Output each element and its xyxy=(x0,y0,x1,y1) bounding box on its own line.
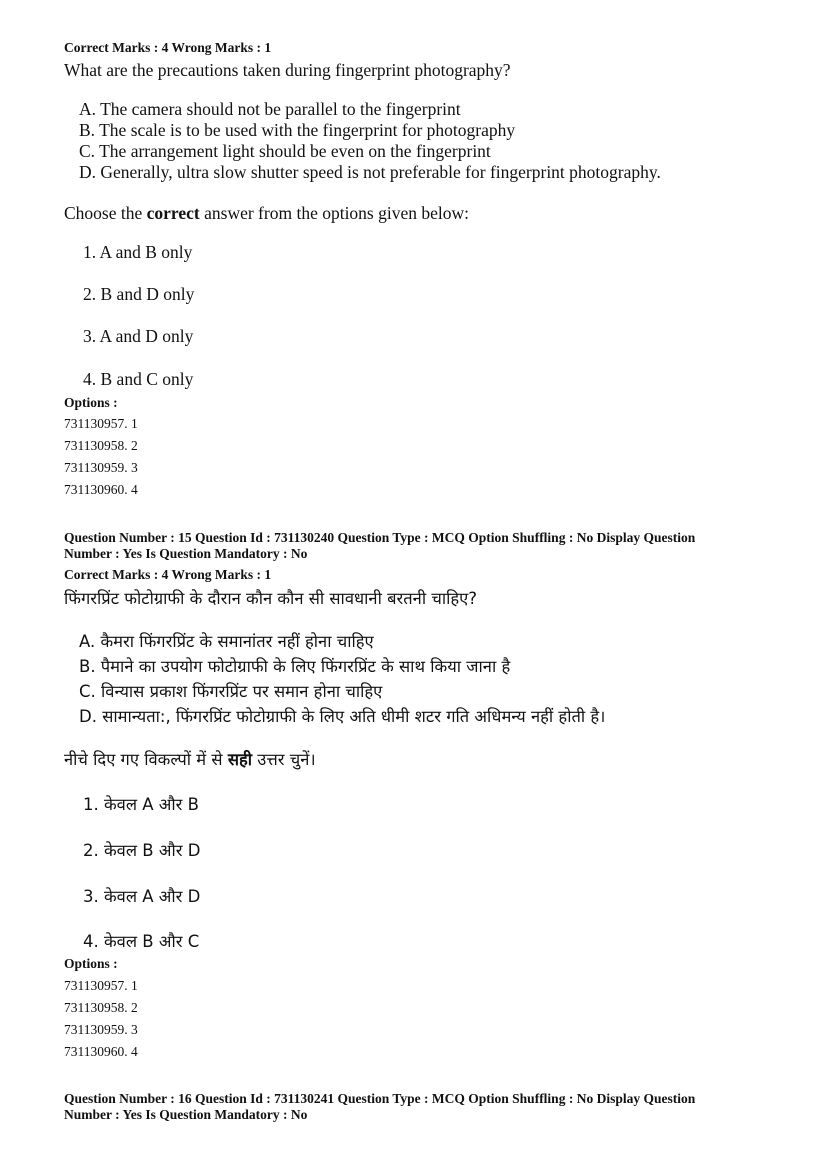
question-header: Question Number : 16 Question Id : 731130241 Question Type : MCQ Option Shuffling : No Display Question xyxy=(64,1091,696,1106)
answer-option-3: 3. A and D only xyxy=(83,326,194,346)
question-header-cont: Number : Yes Is Question Mandatory : No xyxy=(64,546,308,561)
answer-option-2: 2. B and D only xyxy=(83,284,195,304)
answer-option-1: 1. केवल A और B xyxy=(83,795,199,814)
option-id: 731130959. 3 xyxy=(64,1022,138,1037)
answer-option-1: 1. A and B only xyxy=(83,242,193,262)
option-id: 731130957. 1 xyxy=(64,416,138,431)
choose-instruction: नीचे दिए गए विकल्पों में से सही उत्तर चुनें। xyxy=(64,750,316,769)
answer-option-3: 3. केवल A और D xyxy=(83,887,201,906)
options-label: Options : xyxy=(64,956,118,971)
question-header: Question Number : 15 Question Id : 731130240 Question Type : MCQ Option Shuffling : No Display Question xyxy=(64,530,696,545)
statement-a: A. The camera should not be parallel to the fingerprint xyxy=(79,99,461,119)
statement-a: A. कैमरा फिंगरप्रिंट के समानांतर नहीं होना चाहिए xyxy=(79,632,374,651)
option-id: 731130959. 3 xyxy=(64,460,138,475)
statement-b: B. पैमाने का उपयोग फोटोग्राफी के लिए फिंगरप्रिंट के साथ किया जाना है xyxy=(79,657,511,676)
answer-option-4: 4. केवल B और C xyxy=(83,932,200,951)
marks-line: Correct Marks : 4 Wrong Marks : 1 xyxy=(64,40,272,55)
question-text: What are the precautions taken during fingerprint photography? xyxy=(64,60,511,80)
statement-d: D. Generally, ultra slow shutter speed is not preferable for fingerprint photography. xyxy=(79,162,661,182)
marks-line: Correct Marks : 4 Wrong Marks : 1 xyxy=(64,567,272,582)
question-text: फिंगरप्रिंट फोटोग्राफी के दौरान कौन कौन सी सावधानी बरतनी चाहिए? xyxy=(64,589,478,608)
question-header-cont: Number : Yes Is Question Mandatory : No xyxy=(64,1107,308,1122)
option-id: 731130958. 2 xyxy=(64,438,138,453)
statement-b: B. The scale is to be used with the fingerprint for photography xyxy=(79,120,516,140)
answer-option-2: 2. केवल B और D xyxy=(83,841,201,860)
statement-c: C. The arrangement light should be even on the fingerprint xyxy=(79,141,491,161)
choose-instruction: Choose the correct answer from the options given below: xyxy=(64,203,470,223)
option-id: 731130958. 2 xyxy=(64,1000,138,1015)
option-id: 731130960. 4 xyxy=(64,482,138,497)
statement-c: C. विन्यास प्रकाश फिंगरप्रिंट पर समान होना चाहिए xyxy=(79,682,383,701)
answer-option-4: 4. B and C only xyxy=(83,369,194,389)
option-id: 731130957. 1 xyxy=(64,978,138,993)
options-label: Options : xyxy=(64,395,118,410)
option-id: 731130960. 4 xyxy=(64,1044,138,1059)
statement-d: D. सामान्यता:, फिंगरप्रिंट फोटोग्राफी के लिए अति धीमी शटर गति अधिमन्य नहीं होती है। xyxy=(79,707,606,726)
